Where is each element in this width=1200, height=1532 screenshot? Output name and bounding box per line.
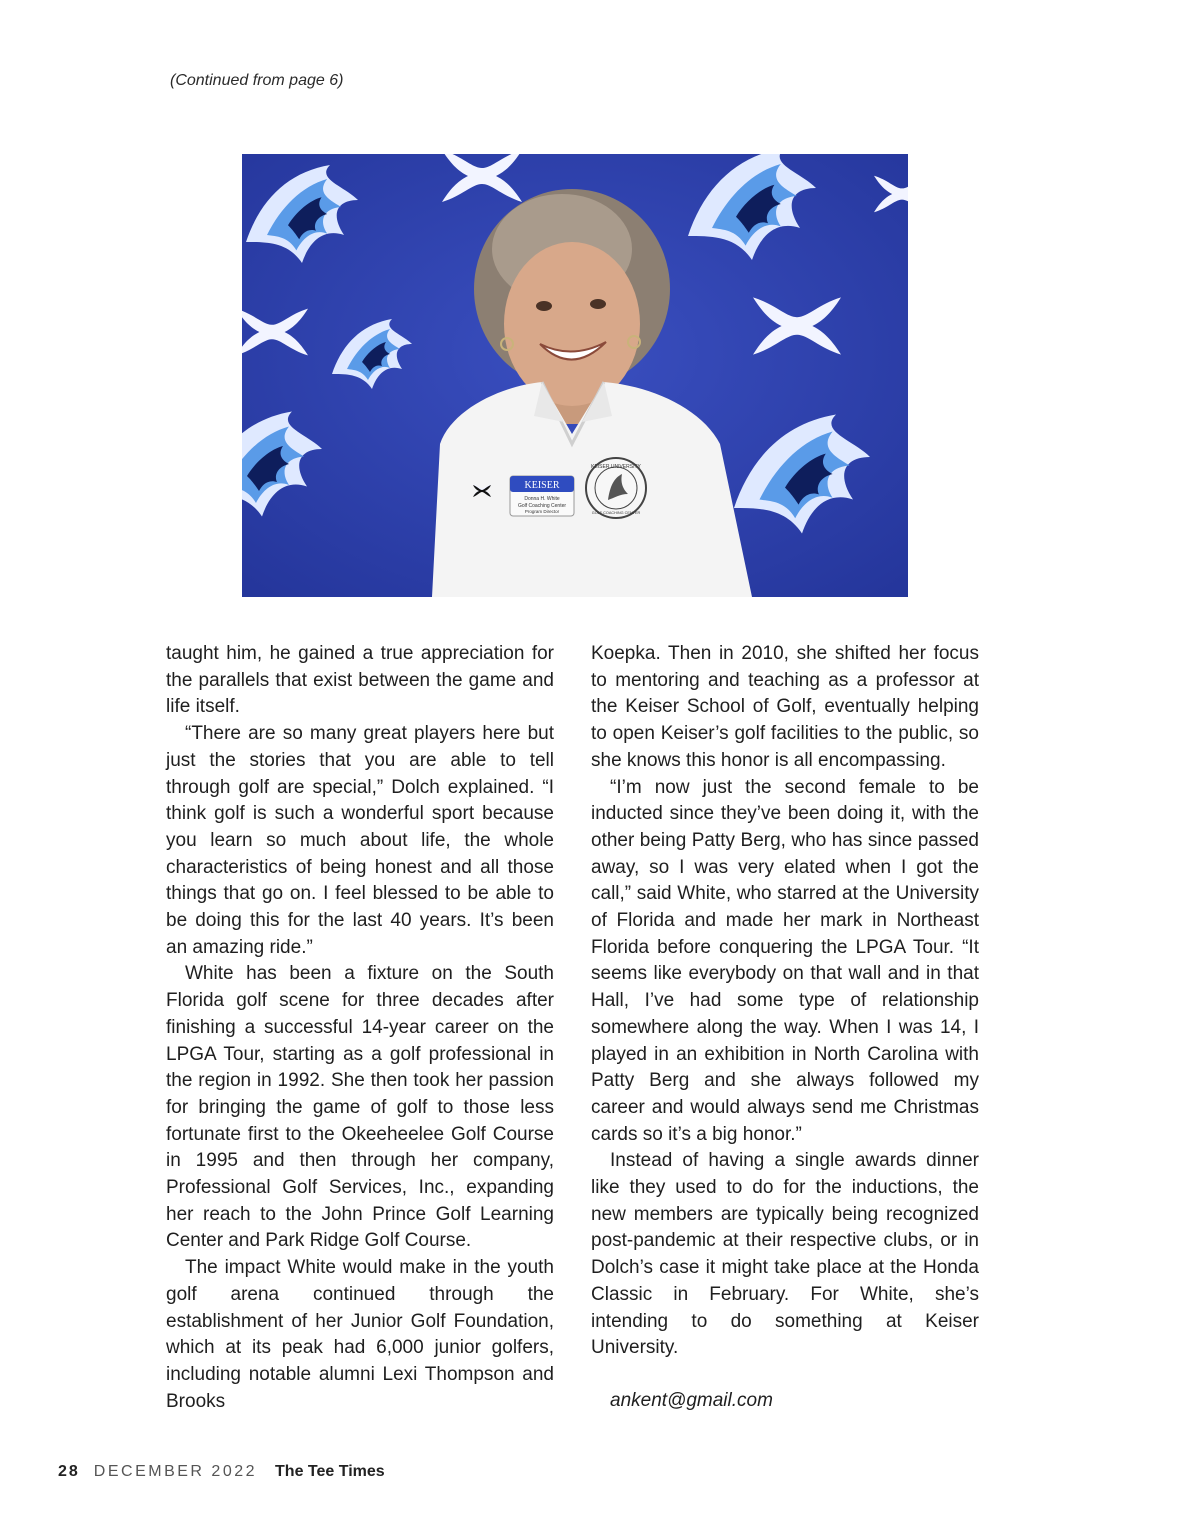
publication-name: The Tee Times xyxy=(275,1463,385,1480)
continued-note: (Continued from page 6) xyxy=(170,72,344,89)
badge-line3: Program Director xyxy=(524,509,560,514)
article-paragraph: “There are so many great players here but just the stories that you are able to tell through golf are special,” Dolch explained. “I think golf is such a wonderful sport because you learn so much about life, the whole characteristics of being honest and all those things that go on. I feel blessed to be able to be doing this for the last 40 years. It’s been an amazing ride.” xyxy=(166,723,554,958)
page-footer xyxy=(58,1463,385,1481)
badge-line2: Golf Coaching Center xyxy=(517,503,567,509)
badge-name: Donna H. White xyxy=(524,496,560,502)
issue-date: DECEMBER 2022 xyxy=(93,1463,258,1480)
article-column-right xyxy=(591,641,979,1415)
page-number: 28 xyxy=(58,1463,80,1480)
seal-text: KEISER UNIVERSITY xyxy=(591,464,641,470)
article-paragraph: “I’m now just the second female to be inducted since they’ve been doing it, with the other being Patty Berg, who has since passed away, so I was very elated when I got the call,” said White, who starred at the University of Florida and made her mark in Northeast Florida before conquering the LPGA Tour. “It seems like everybody on that wall and in that Hall, I’ve had some type of relationship somewhere along the way. When I was 14, I played in an exhibition in North Carolina with Patty Berg and she always followed my career and would always send me Christmas cards so it’s a big honor.” xyxy=(591,776,979,1145)
article-paragraph: The impact White would make in the youth golf arena continued through the establishment of her Junior Golf Foundation, which at its peak had 6,000 junior golfers, including notable alumni Lexi Thompson and Brooks xyxy=(166,1257,554,1412)
badge-brand: KEISER xyxy=(524,480,560,491)
article-column-left xyxy=(166,641,554,1415)
portrait-photo xyxy=(242,154,908,597)
article-paragraph: taught him, he gained a true appreciation for the parallels that exist between the game and life itself. xyxy=(166,643,554,718)
seal-sub: GOLF COACHING CENTER xyxy=(591,511,641,515)
author-email: ankent@gmail.com xyxy=(610,1389,773,1411)
article-paragraph: Koepka. Then in 2010, she shifted her focus to mentoring and teaching as a professor at the Keiser School of Golf, eventually helping to open Keiser’s golf facilities to the public, so she knows this honor is all encompassing. xyxy=(591,643,979,771)
article-paragraph: White has been a fixture on the South Florida golf scene for three decades after finishing a successful 14-year career on the LPGA Tour, starting as a golf professional in the region in 1992. She then took her passion for bringing the game of golf to those less fortunate first to the Okeeheelee Golf Course in 1995 and then through her company, Professional Golf Services, Inc., expanding her reach to the John Prince Golf Learning Center and Park Ridge Golf Course. xyxy=(166,963,554,1252)
article-paragraph: Instead of having a single awards dinner like they used to do for the inductions, the new members are typically being recognized post-pandemic at their respective clubs, or in Dolch’s case it might take place at the Honda Classic in February. For White, she’s intending to do something at Keiser University. xyxy=(591,1150,979,1359)
